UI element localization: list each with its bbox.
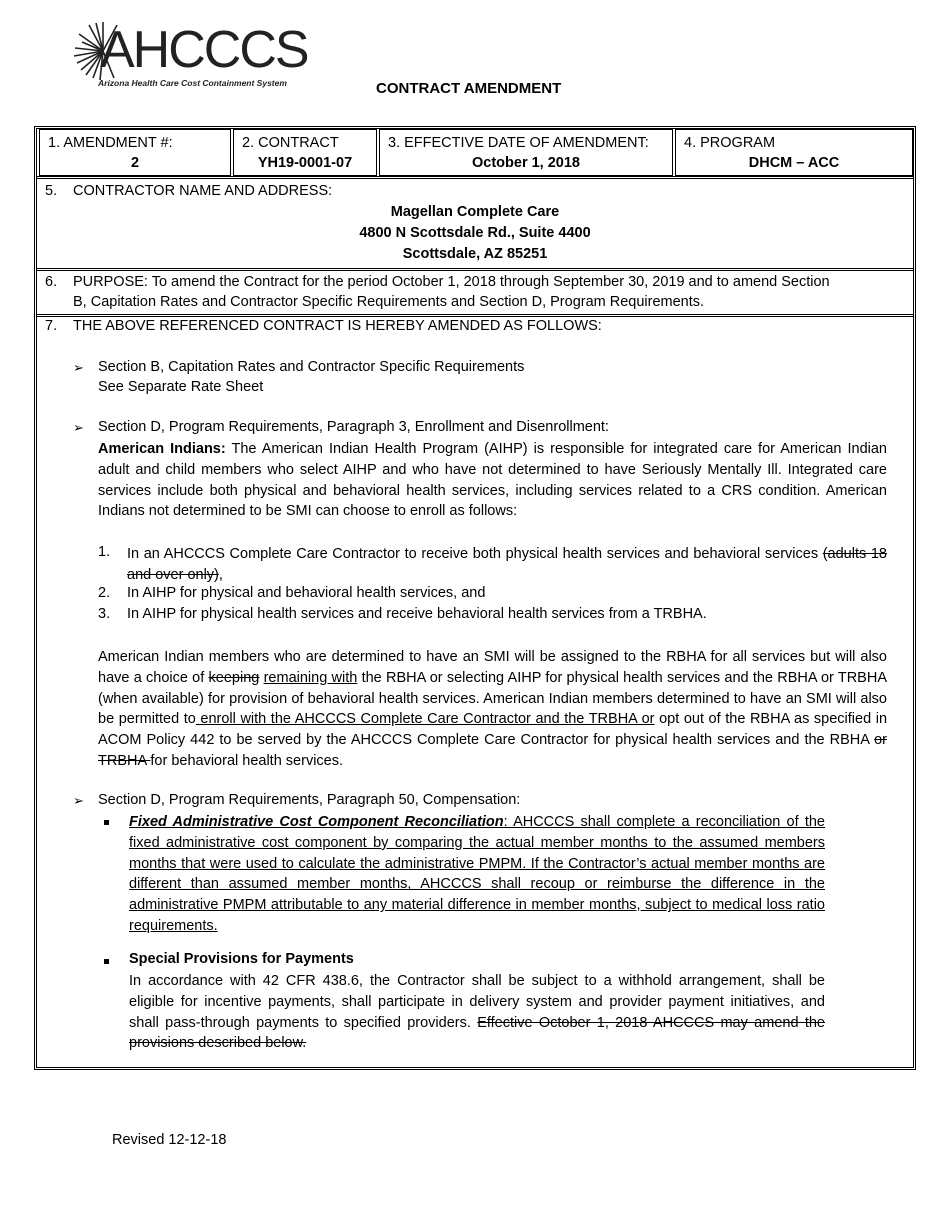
special-provisions-heading: Special Provisions for Payments (129, 951, 354, 967)
contract-cell (233, 129, 377, 176)
amendments-label: THE ABOVE REFERENCED CONTRACT IS HEREBY AMENDED AS FOLLOWS: (73, 318, 602, 334)
special-provisions-struck: Effective October 1, 2018 AHCCCS may amend the provisions described below. (129, 1014, 825, 1052)
smi-struck-2: or TRBHA (98, 732, 887, 769)
fixed-admin-heading: Fixed Administrative Cost Component Reconciliation (129, 814, 504, 830)
section-b-subtitle: See Separate Rate Sheet (98, 379, 264, 395)
list-number: 2. (98, 585, 111, 601)
special-provisions-paragraph (129, 971, 825, 1054)
contractor-address-line1: 4800 N Scottsdale Rd., Suite 4400 (359, 225, 591, 241)
amendment-number-label: 1. AMENDMENT #: (48, 135, 173, 151)
effective-date-cell (379, 129, 673, 176)
smi-inserted-2: enroll with the AHCCCS Complete Care Contractor and the TRBHA or (195, 711, 655, 728)
contract-label: 2. CONTRACT (242, 135, 339, 151)
section-number: 6. (45, 274, 58, 290)
enroll-option-1-text: In an AHCCCS Complete Care Contractor to receive both physical health services and behavioral services (127, 546, 819, 562)
amendment-form (34, 126, 916, 1070)
list-number: 3. (98, 606, 111, 622)
effective-date-label: 3. EFFECTIVE DATE OF AMENDMENT: (388, 135, 649, 151)
program-label: 4. PROGRAM (684, 135, 776, 151)
smi-paragraph (98, 647, 887, 772)
purpose-line-2: B, Capitation Rates and Contractor Specific Requirements and Section D, Program Requirements. (73, 294, 705, 310)
square-bullet-icon (104, 959, 109, 964)
smi-text-3: opt out of the RBHA as specified in ACOM Policy 442 to be served by the AHCCCS Complete Care Contractor for physical health services and the RBHA (98, 711, 888, 749)
square-bullet-icon (104, 820, 109, 825)
enroll-option-1-struck: (adults 18 and over only) (127, 546, 887, 583)
contractor-name: Magellan Complete Care (390, 204, 560, 220)
contractor-row (37, 179, 913, 271)
smi-text-4: for behavioral health services. (150, 752, 344, 769)
contractor-address-line2: Scottsdale, AZ 85251 (402, 246, 548, 262)
program-value: DHCM – ACC (748, 155, 840, 171)
enroll-option-1 (127, 544, 887, 586)
list-number: 1. (98, 544, 111, 560)
amendment-number-cell (39, 129, 231, 176)
document-title: CONTRACT AMENDMENT (376, 80, 562, 97)
section-d-para50-title: Section D, Program Requirements, Paragraph 50, Compensation: (98, 792, 521, 808)
contractor-label: CONTRACTOR NAME AND ADDRESS: (73, 183, 333, 199)
header-fields-row (37, 129, 913, 179)
fixed-admin-paragraph (129, 812, 825, 937)
purpose-line-1: PURPOSE: To amend the Contract for the period October 1, 2018 through September 30, 2019 and to amend Section (73, 274, 830, 290)
american-indians-heading: American Indians: (98, 441, 226, 457)
logo-text: AHCCCS (100, 21, 308, 79)
fixed-admin-text: : AHCCCS shall complete a reconciliation of the fixed administrative cost component by comparing the actual member months to the assumed members months that were used to calculate the administrative PMPM. If the Contractor’s actual member months are different than assumed member months, AHCCCS shall recoup or reimburse the difference in the administrative PMPM attributable to any material difference in member months, subject to medical loss ratio requirements. (129, 814, 825, 934)
american-indians-paragraph (98, 439, 887, 522)
purpose-row (37, 271, 913, 317)
enroll-option-2: In AIHP for physical and behavioral health services, and (127, 585, 486, 601)
smi-text-2: the RBHA or selecting AIHP for physical health services and the RBHA or TRBHA (when available) for provision of behavioral health services. American Indian members determined to have an SMI will also be permitted to (98, 669, 887, 728)
effective-date-value: October 1, 2018 (472, 155, 580, 171)
smi-inserted-1: remaining with (263, 669, 358, 686)
section-number: 5. (45, 183, 58, 199)
logo-tagline: Arizona Health Care Cost Containment System (98, 78, 287, 88)
program-cell (675, 129, 913, 176)
section-b-title: Section B, Capitation Rates and Contractor Specific Requirements (98, 359, 525, 375)
arrow-bullet-icon: ➢ (73, 793, 84, 808)
special-provisions-text: In accordance with 42 CFR 438.6, the Contractor shall be subject to a withhold arrangement, shall be eligible for incentive payments, shall participate in delivery system and provider payment initiatives, and shall pass-through payments to specified providers. (129, 973, 825, 1031)
arrow-bullet-icon: ➢ (73, 420, 84, 435)
smi-struck-1: keeping (208, 669, 260, 686)
amendment-number-value: 2 (130, 155, 140, 171)
enroll-option-1-tail: , (218, 566, 223, 583)
enroll-option-3: In AIHP for physical health services and receive behavioral health services from a TRBHA. (127, 606, 707, 622)
smi-text-1: American Indian members who are determined to have an SMI will be assigned to the RBHA for all services but will also have a choice of (98, 649, 887, 686)
amendments-section (37, 317, 913, 1067)
arrow-bullet-icon: ➢ (73, 360, 84, 375)
revision-date: Revised 12-12-18 (112, 1132, 227, 1148)
section-d-para3-title: Section D, Program Requirements, Paragraph 3, Enrollment and Disenrollment: (98, 419, 609, 435)
section-number: 7. (45, 318, 58, 334)
american-indians-text: The American Indian Health Program (AIHP) is responsible for integrated care for American Indian adult and child members who select AIHP and who have not determined to have Seriously Mentally Ill. Integrated care services include both physical and behavioral health services, including services related to a CRS condition. American Indians not determined to be SMI can choose to enroll as follows: (98, 441, 887, 520)
ahcccs-logo (72, 20, 312, 92)
contract-value: YH19-0001-07 (257, 155, 353, 171)
